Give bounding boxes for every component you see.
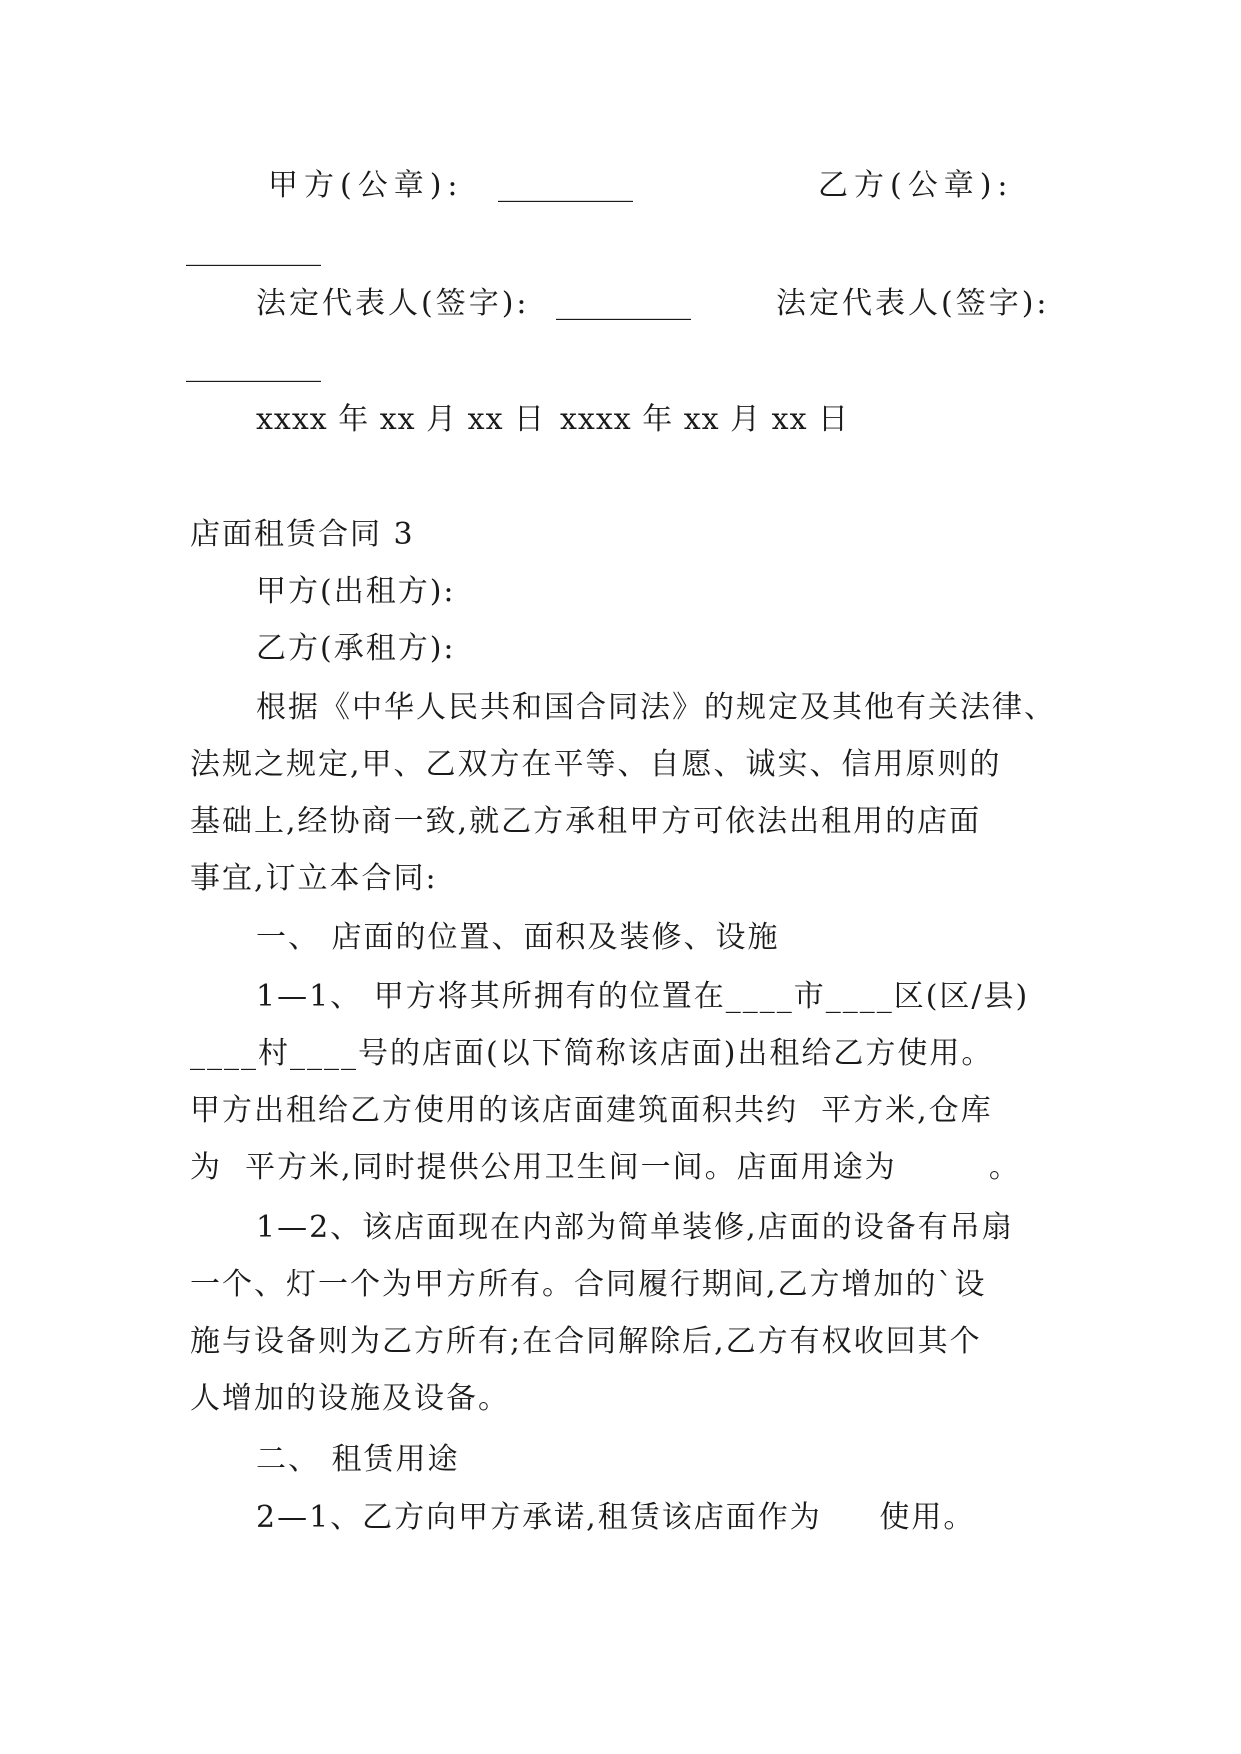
date-a: xxxx 年 xx 月 xx 日 <box>256 402 546 437</box>
clause-1-2-line-1: 1—2、该店面现在内部为简单装修,店面的设备有吊扇 <box>256 1210 1014 1245</box>
party-a-label: 甲方(出租方): <box>256 574 456 609</box>
rep-b-blank: _________ <box>186 348 321 383</box>
rep-a-blank: _________ <box>556 286 691 321</box>
rep-b-label: 法定代表人(签字): <box>776 286 1050 321</box>
clause-2-1: 2—1、乙方向甲方承诺,租赁该店面作为 使用。 <box>256 1500 976 1535</box>
clause-1-2-line-2: 一个、灯一个为甲方所有。合同履行期间,乙方增加的`设 <box>190 1267 987 1302</box>
preamble-line-3: 基础上,经协商一致,就乙方承租甲方可依法出租用的店面 <box>190 804 982 839</box>
party-a-seal-blank: _________ <box>498 168 633 203</box>
rep-a-label: 法定代表人(签字): <box>256 286 530 321</box>
date-b: xxxx 年 xx 月 xx 日 <box>560 402 850 437</box>
clause-1-1-line-1: 1—1、 甲方将其所拥有的位置在____市____区(区/县) <box>256 979 1030 1014</box>
preamble-line-1: 根据《中华人民共和国合同法》的规定及其他有关法律、 <box>256 690 1056 725</box>
section-2-heading: 二、 租赁用途 <box>256 1442 460 1477</box>
clause-1-2-line-3: 施与设备则为乙方所有;在合同解除后,乙方有权收回其个 <box>190 1324 982 1359</box>
preamble-line-4: 事宜,订立本合同: <box>190 861 438 896</box>
contract-title: 店面租赁合同 3 <box>190 517 415 552</box>
clause-1-1-line-3: 甲方出租给乙方使用的该店面建筑面积共约 平方米,仓库 <box>190 1093 993 1128</box>
section-1-heading: 一、 店面的位置、面积及装修、设施 <box>256 920 780 955</box>
clause-1-1-line-2: ____村____号的店面(以下简称该店面)出租给乙方使用。 <box>190 1036 994 1071</box>
clause-1-2-line-4: 人增加的设施及设备。 <box>190 1381 510 1416</box>
party-a-seal-label: 甲方(公章): <box>268 168 464 203</box>
party-b-seal-blank: _________ <box>186 232 321 267</box>
party-b-seal-label: 乙方(公章): <box>818 168 1014 203</box>
preamble-line-2: 法规之规定,甲、乙双方在平等、自愿、诚实、信用原则的 <box>190 747 1002 782</box>
party-b-label: 乙方(承租方): <box>256 631 456 666</box>
clause-1-1-line-4: 为 平方米,同时提供公用卫生间一间。店面用途为 。 <box>190 1150 1021 1185</box>
